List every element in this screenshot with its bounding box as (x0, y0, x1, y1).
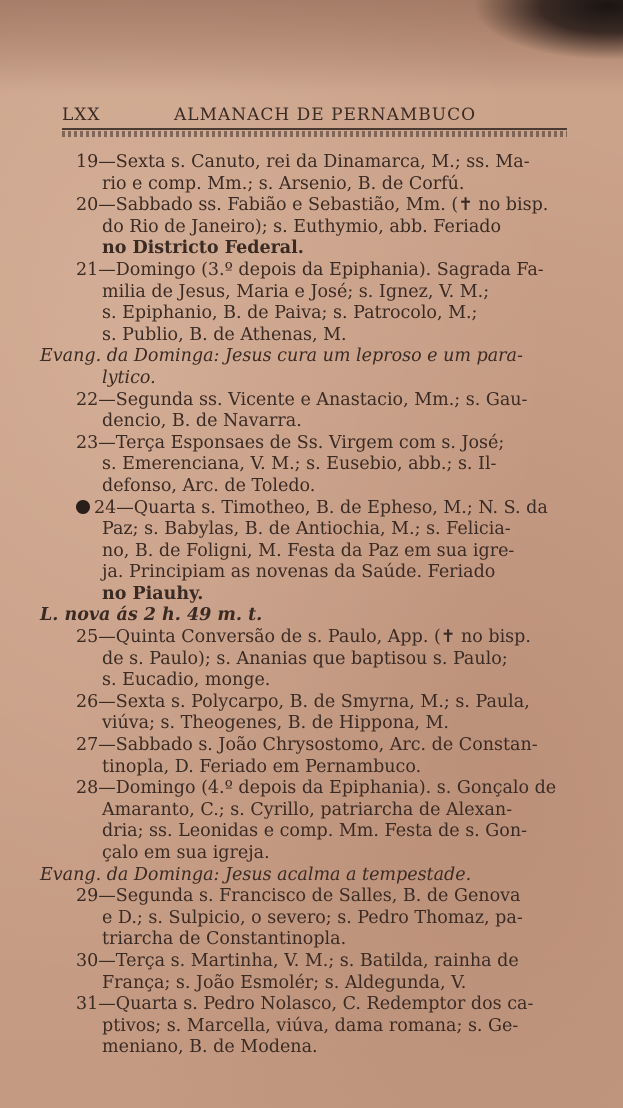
calendar-line-text: 31—Quarta s. Pedro Nolasco, C. Redemptor dos ca- (76, 994, 534, 1015)
calendar-line (40, 454, 600, 476)
calendar-line-text: 24—Quarta s. Timotheo, B. de Epheso, M.; N. S. da (94, 497, 548, 518)
calendar-line-text: do Rio de Janeiro); s. Euthymio, abb. Feriado (102, 216, 501, 237)
calendar-line-text: 27—Sabbado s. João Chrysostomo, Arc. de Constan- (76, 735, 538, 756)
calendar-line-text: Evang. da Dominga: Jesus cura um leproso e um para- (40, 346, 523, 367)
calendar-line (40, 282, 600, 304)
calendar-line (40, 757, 600, 779)
calendar-line (40, 346, 600, 368)
calendar-line (40, 908, 600, 930)
calendar-line (40, 951, 600, 973)
calendar-line (40, 195, 600, 217)
calendar-line (40, 865, 600, 887)
calendar-line (40, 152, 600, 174)
page-corner-damage (473, 0, 623, 60)
calendar-line-text: tinopla, D. Feriado em Pernambuco. (102, 756, 422, 777)
calendar-line-text: e D.; s. Sulpicio, o severo; s. Pedro Thomaz, pa- (102, 907, 523, 928)
calendar-line-text: 28—Domingo (4.º depois da Epiphania). s. Gonçalo de (76, 778, 557, 799)
calendar-line (40, 692, 600, 714)
calendar-line-text: de s. Paulo); s. Ananias que baptisou s. Paulo; (102, 648, 508, 669)
calendar-line-text: no Districto Federal. (102, 238, 304, 259)
calendar-line (40, 433, 600, 455)
calendar-line (40, 735, 600, 757)
calendar-line (40, 217, 600, 239)
calendar-line (40, 929, 600, 951)
calendar-line-text: 20—Sabbado ss. Fabião e Sebastião, Mm. (✝ no bisp. (76, 195, 549, 216)
calendar-line-text: triarcha de Constantinopla. (102, 929, 347, 950)
calendar-line (40, 886, 600, 908)
calendar-line (40, 325, 600, 347)
page-number: LXX (62, 105, 101, 125)
calendar-line-text: defonso, Arc. de Toledo. (102, 475, 316, 496)
calendar-line-text: Evang. da Dominga: Jesus acalma a tempestade. (40, 864, 472, 885)
calendar-line-text: no, B. de Foligni, M. Festa da Paz em sua igre- (102, 540, 515, 561)
calendar-line (40, 411, 600, 433)
calendar-line-text: 26—Sexta s. Polycarpo, B. de Smyrna, M.; s. Paula, (76, 691, 530, 712)
page-title: ALMANACH DE PERNAMBUCO (174, 105, 477, 125)
calendar-line (40, 1037, 600, 1059)
calendar-line (40, 390, 600, 412)
calendar-line-text: L. nova ás 2 h. 49 m. t. (40, 605, 263, 626)
calendar-line-text: 21—Domingo (3.º depois da Epiphania). Sagrada Fa- (76, 259, 544, 280)
calendar-line (40, 670, 600, 692)
calendar-line-text: meniano, B. de Modena. (102, 1037, 318, 1058)
calendar-line (40, 238, 600, 260)
calendar-line (40, 584, 600, 606)
calendar-line-text: dencio, B. de Navarra. (102, 411, 302, 432)
calendar-line-text: lytico. (102, 367, 156, 388)
calendar-entries (40, 152, 600, 1059)
calendar-line (40, 627, 600, 649)
calendar-line (40, 174, 600, 196)
calendar-line-text: 25—Quinta Conversão de s. Paulo, App. (✝ no bisp. (76, 627, 531, 648)
calendar-line-text: Amaranto, C.; s. Cyrillo, patriarcha de Alexan- (102, 799, 513, 820)
calendar-line (40, 1016, 600, 1038)
calendar-line-text: 22—Segunda ss. Vicente e Anastacio, Mm.; s. Gau- (76, 389, 528, 410)
calendar-line (40, 649, 600, 671)
calendar-line-text: ja. Principiam as novenas da Saúde. Feriado (102, 562, 496, 583)
calendar-line-text: ptivos; s. Marcella, viúva, dama romana; s. Ge- (102, 1015, 519, 1036)
calendar-line-text: s. Emerenciana, V. M.; s. Eusebio, abb.; s. Il- (102, 454, 497, 475)
calendar-line (40, 519, 600, 541)
calendar-line (40, 800, 600, 822)
calendar-line (40, 260, 600, 282)
new-moon-icon (76, 500, 90, 514)
calendar-line (40, 541, 600, 563)
calendar-line (40, 562, 600, 584)
calendar-line (40, 368, 600, 390)
calendar-line-text: 19—Sexta s. Canuto, rei da Dinamarca, M.; ss. Ma- (76, 152, 530, 172)
calendar-line (40, 303, 600, 325)
calendar-line (40, 778, 600, 800)
calendar-line-text: viúva; s. Theogenes, B. de Hippona, M. (102, 713, 449, 734)
calendar-line-text: 23—Terça Esponsaes de Ss. Virgem com s. José; (76, 432, 505, 453)
calendar-line (40, 994, 600, 1016)
calendar-line (40, 476, 600, 498)
page-header (62, 105, 567, 129)
calendar-line (40, 713, 600, 735)
calendar-line-text: França; s. João Esmolér; s. Aldegunda, V. (102, 972, 467, 993)
calendar-line-text: s. Eucadio, monge. (102, 670, 271, 691)
calendar-line (40, 498, 600, 520)
calendar-line-text: no Piauhy. (102, 583, 204, 604)
calendar-line (40, 843, 600, 865)
calendar-line-text: 30—Terça s. Martinha, V. M.; s. Batilda, rainha de (76, 950, 519, 971)
header-ornament (62, 131, 567, 137)
calendar-line-text: milia de Jesus, Maria e José; s. Ignez, V. M.; (102, 281, 490, 302)
calendar-line-text: çalo em sua igreja. (102, 843, 270, 863)
calendar-line (40, 821, 600, 843)
calendar-line-text: Paz; s. Babylas, B. de Antiochia, M.; s. Felicia- (102, 519, 511, 540)
calendar-line (40, 973, 600, 995)
calendar-line-text: dria; ss. Leonidas e comp. Mm. Festa de s. Gon- (102, 821, 527, 842)
calendar-line-text: s. Epiphanio, B. de Paiva; s. Patrocolo, M.; (102, 303, 478, 324)
calendar-line-text: 29—Segunda s. Francisco de Salles, B. de Genova (76, 886, 521, 907)
calendar-line-text: s. Publio, B. de Athenas, M. (102, 324, 347, 345)
calendar-line (40, 605, 600, 627)
calendar-line-text: rio e comp. Mm.; s. Arsenio, B. de Corfú. (102, 173, 465, 194)
